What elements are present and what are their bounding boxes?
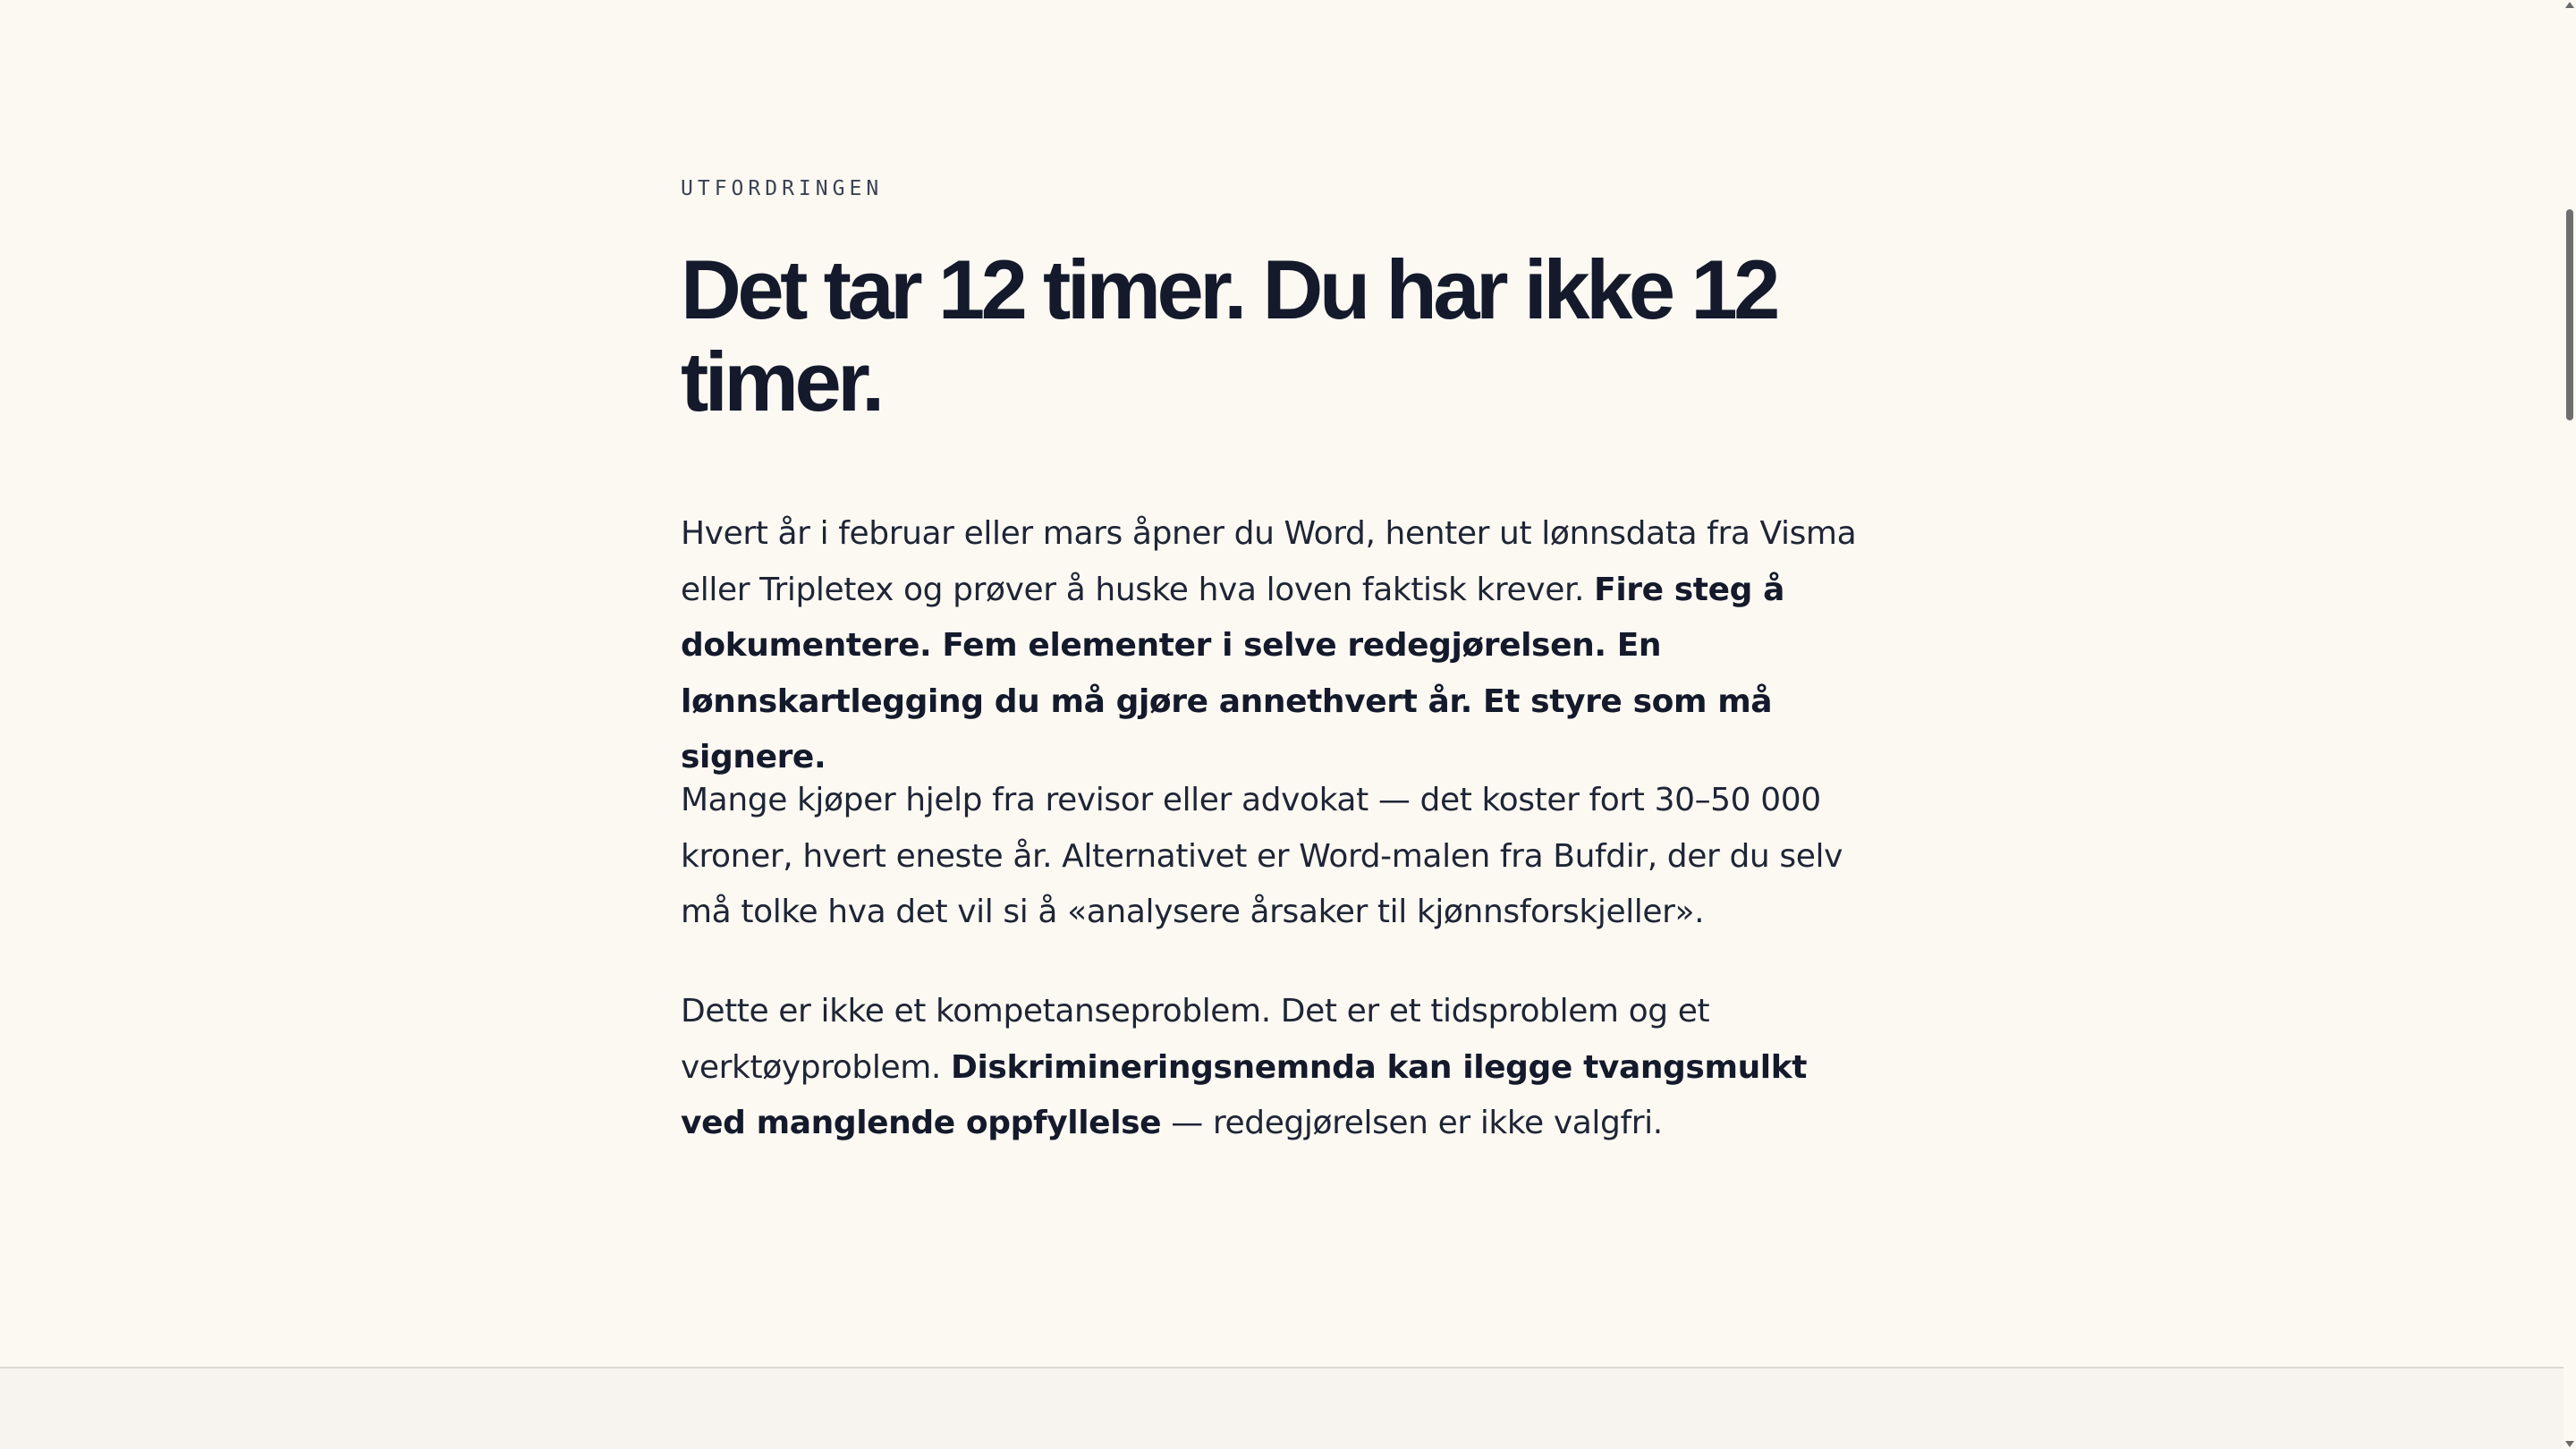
paragraph-annual-routine <box>681 506 1879 786</box>
next-section <box>0 1367 2563 1449</box>
vertical-scrollbar[interactable] <box>2563 0 2576 1449</box>
paragraph-cost <box>681 773 1879 941</box>
paragraph-text: Hvert år i februar eller mars åpner du Word, henter ut lønnsdata fra Visma eller Tripletex og prøver å huske hva loven faktisk krever. <box>681 515 1857 608</box>
scrollbar-thumb[interactable] <box>2566 209 2573 420</box>
paragraph-tail: — redegjørelsen er ikke valgfri. <box>1171 1105 1663 1141</box>
paragraph-text: Dette er ikke et kompetanseproblem. Det er et tidsproblem og et verktøyproblem. <box>681 993 1710 1086</box>
paragraph-problem <box>681 984 1879 1152</box>
scroll-up-arrow-icon[interactable] <box>2565 2 2574 8</box>
section-eyebrow: UTFORDRINGEN <box>681 177 884 200</box>
scroll-down-arrow-icon[interactable] <box>2565 1441 2574 1447</box>
paragraph-text: Mange kjøper hjelp fra revisor eller advokat — det koster fort 30–50 000 kroner, hvert eneste år. Alternativet er Word-malen fra Bufdir, der du selv må tolke hva det vil si å «analysere årsaker til kjønnsforskjeller». <box>681 782 1843 930</box>
section-headline: Det tar 12 timer. Du har ikke 12 timer. <box>681 242 1776 428</box>
paragraph-emphasis: Diskrimineringsnemnda kan ilegge tvangsmulkt ved manglende oppfyllelse <box>681 1048 1808 1141</box>
paragraph-emphasis: Fire steg å dokumentere. Fem elementer i selve redegjørelsen. En lønnskartlegging du må gjøre annethvert år. Et styre som må signere. <box>681 571 1785 775</box>
